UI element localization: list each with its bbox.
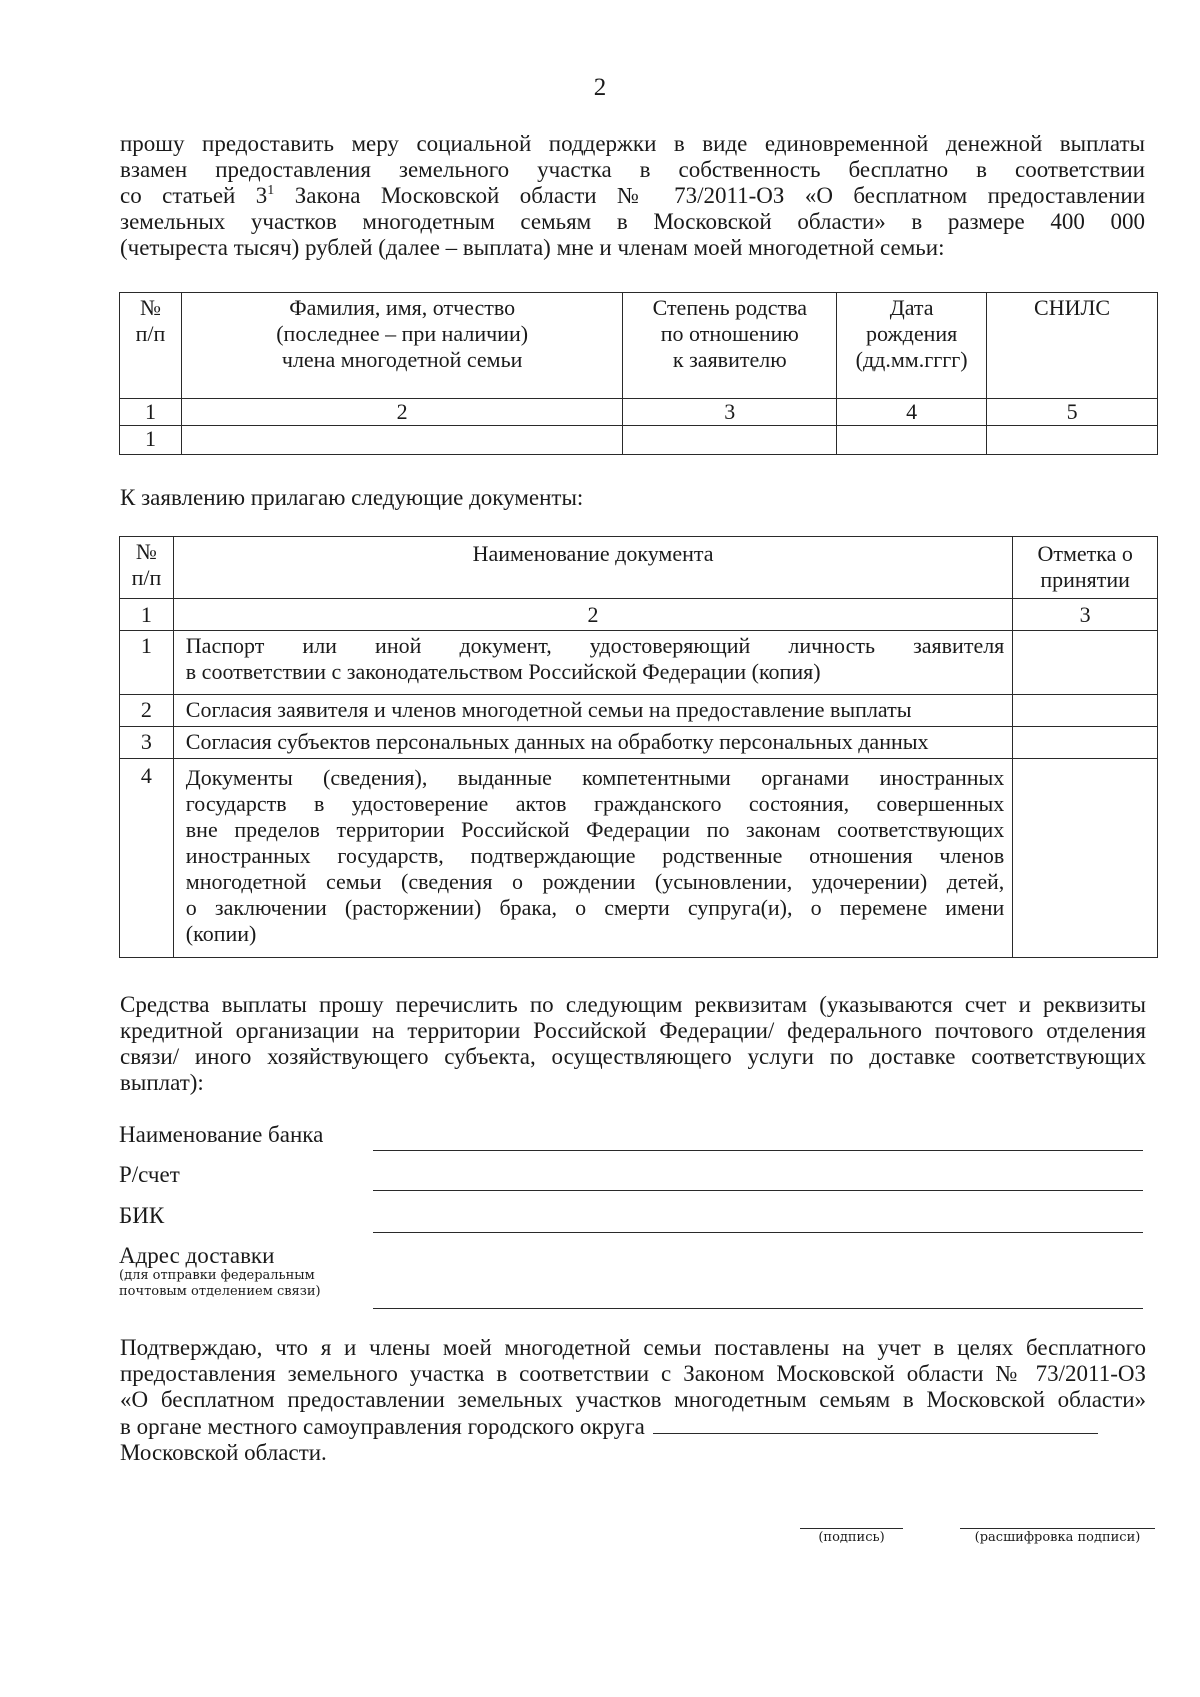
payment-line: выплат):: [120, 1070, 204, 1095]
numbering-cell: 3: [1013, 599, 1158, 631]
document-line: вне пределов территории Российской Федерации по законам соответствующих: [185, 817, 1005, 842]
header-text: члена многодетной семьи: [281, 347, 523, 372]
documents-table: [119, 536, 1158, 958]
header-text: п/п: [131, 565, 162, 590]
table-row: [120, 426, 1158, 455]
intro-line-part: со статьей 3: [120, 183, 268, 208]
docs-header-num: [120, 537, 174, 599]
signature-line[interactable]: [800, 1528, 903, 1529]
numbering-cell: 5: [987, 399, 1158, 426]
confirm-line: предоставления земельного участка в соответствии с Законом Московской области № 73/2011-ОЗ: [120, 1361, 1146, 1386]
numbering-cell: 3: [623, 399, 837, 426]
row-number: 2: [120, 695, 174, 727]
header-text: Фамилия, имя, отчество: [289, 295, 516, 320]
document-line: (копии): [185, 921, 257, 946]
acceptance-mark-cell[interactable]: [1013, 727, 1158, 759]
delivery-address-label: [119, 1244, 321, 1300]
signature-decode-line[interactable]: [960, 1528, 1155, 1529]
table-row: [120, 695, 1158, 727]
confirm-line: Московской области.: [120, 1440, 327, 1465]
document-line: Согласия заявителя и членов многодетной семьи на предоставление выплаты: [185, 697, 912, 722]
intro-line: земельных участков многодетным семьям в Московской области» в размере 400 000: [120, 209, 1145, 234]
family-members-table: [119, 292, 1158, 455]
header-text: (дд.мм.гггг): [855, 347, 968, 372]
table-row: [120, 631, 1158, 695]
delivery-address-note: (для отправки федеральным: [119, 1268, 315, 1283]
fio-cell[interactable]: [181, 426, 622, 455]
numbering-cell: 1: [120, 399, 182, 426]
header-text: п/п: [135, 321, 166, 346]
city-district-field[interactable]: [653, 1413, 1098, 1434]
confirmation-paragraph: [120, 1335, 1146, 1466]
confirm-line-text: в органе местного самоуправления городского округа: [120, 1414, 645, 1439]
header-relation: [623, 293, 837, 399]
document-line: государств в удостоверение актов гражданского состояния, совершенных: [185, 791, 1005, 816]
payment-line: кредитной организации на территории Российской Федерации/ федерального почтового отделения: [120, 1018, 1146, 1043]
header-text: СНИЛС: [1034, 295, 1111, 320]
header-text: к заявителю: [672, 347, 787, 372]
payment-line: связи/ иного хозяйствующего субъекта, осуществляющего услуги по доставке соответствующих: [120, 1044, 1146, 1069]
signature-caption: (подпись): [818, 1530, 885, 1545]
attachments-label: К заявлению прилагаю следующие документы:: [120, 485, 584, 510]
relation-cell[interactable]: [623, 426, 837, 455]
confirm-line: [120, 1413, 1146, 1440]
header-text: №: [135, 539, 157, 564]
header-text: Степень родства: [652, 295, 807, 320]
table-row: [120, 759, 1158, 958]
intro-line-part: Закона Московской области № 73/2011-ОЗ «О бесплатном предоставлении: [274, 183, 1145, 208]
document-line: в соответствии с законодательством Российской Федерации (копия): [185, 659, 821, 684]
account-field[interactable]: [373, 1190, 1143, 1191]
document-line: Документы (сведения), выданные компетентными органами иностранных: [185, 765, 1005, 790]
document-line: о заключении (расторжении) брака, о смерти супруга(и), о перемене имени: [185, 895, 1005, 920]
row-number: 1: [120, 631, 174, 695]
header-birthdate: [837, 293, 987, 399]
docs-numbering-row: [120, 599, 1158, 631]
payment-line: Средства выплаты прошу перечислить по следующим реквизитам (указываются счет и реквизиты: [120, 992, 1146, 1017]
header-text: рождения: [866, 321, 958, 346]
document-line: Паспорт или иной документ, удостоверяющий личность заявителя: [185, 633, 1005, 658]
docs-header-mark: [1013, 537, 1158, 599]
document-name: [173, 759, 1013, 958]
docs-header-name: Наименование документа: [173, 537, 1013, 599]
document-name: [173, 695, 1013, 727]
row-number: 3: [120, 727, 174, 759]
header-text: Дата: [889, 295, 934, 320]
birthdate-cell[interactable]: [837, 426, 987, 455]
header-num: [120, 293, 182, 399]
members-numbering-row: [120, 399, 1158, 426]
payment-paragraph: [120, 992, 1146, 1096]
header-text: Отметка о: [1037, 541, 1133, 566]
bank-name-label: Наименование банка: [119, 1122, 324, 1147]
intro-line: взамен предоставления земельного участка в собственность бесплатно в соответствии: [120, 157, 1145, 182]
numbering-cell: 1: [120, 599, 174, 631]
header-snils: [987, 293, 1158, 399]
docs-header-row: [120, 537, 1158, 599]
acceptance-mark-cell[interactable]: [1013, 695, 1158, 727]
account-label: Р/счет: [119, 1162, 180, 1187]
numbering-cell: 2: [181, 399, 622, 426]
numbering-cell: 4: [837, 399, 987, 426]
intro-line: [120, 183, 1145, 209]
document-line: многодетной семьи (сведения о рождении (усыновлении, удочерении) детей,: [185, 869, 1005, 894]
bik-field[interactable]: [373, 1232, 1143, 1233]
bank-name-field[interactable]: [373, 1150, 1143, 1151]
confirm-line: «О бесплатном предоставлении земельных участков многодетным семьям в Московской области»: [120, 1387, 1146, 1412]
confirm-line: Подтверждаю, что я и члены моей многодетной семьи поставлены на учет в целях бесплатного: [120, 1335, 1146, 1360]
delivery-address-note: почтовым отделением связи): [119, 1284, 321, 1299]
intro-paragraph: [120, 131, 1145, 261]
article-superscript: 1: [267, 183, 275, 198]
header-text: (последнее – при наличии): [276, 321, 529, 346]
page-number: 2: [593, 74, 607, 101]
document-line: иностранных государств, подтверждающие родственные отношения членов: [185, 843, 1005, 868]
delivery-address-field[interactable]: [373, 1308, 1143, 1309]
header-text: принятии: [1040, 567, 1130, 592]
bik-label: БИК: [119, 1203, 165, 1228]
document-name: [173, 631, 1013, 695]
snils-cell[interactable]: [987, 426, 1158, 455]
intro-line: прошу предоставить меру социальной поддержки в виде единовременной денежной выплаты: [120, 131, 1145, 156]
document-name: [173, 727, 1013, 759]
document-line: Согласия субъектов персональных данных на обработку персональных данных: [185, 729, 929, 754]
row-number: 4: [120, 759, 174, 958]
members-header-row: [120, 293, 1158, 399]
acceptance-mark-cell[interactable]: [1013, 759, 1158, 958]
row-number: 1: [120, 426, 182, 455]
acceptance-mark-cell[interactable]: [1013, 631, 1158, 695]
signature-decode-caption: (расшифровка подписи): [974, 1530, 1141, 1545]
header-text: №: [139, 295, 161, 320]
numbering-cell: 2: [173, 599, 1013, 631]
intro-line: (четыреста тысяч) рублей (далее – выплата) мне и членам моей многодетной семьи:: [120, 235, 945, 260]
delivery-address-title: Адрес доставки: [119, 1243, 275, 1268]
header-text: по отношению: [660, 321, 799, 346]
header-fio: [181, 293, 622, 399]
table-row: [120, 727, 1158, 759]
